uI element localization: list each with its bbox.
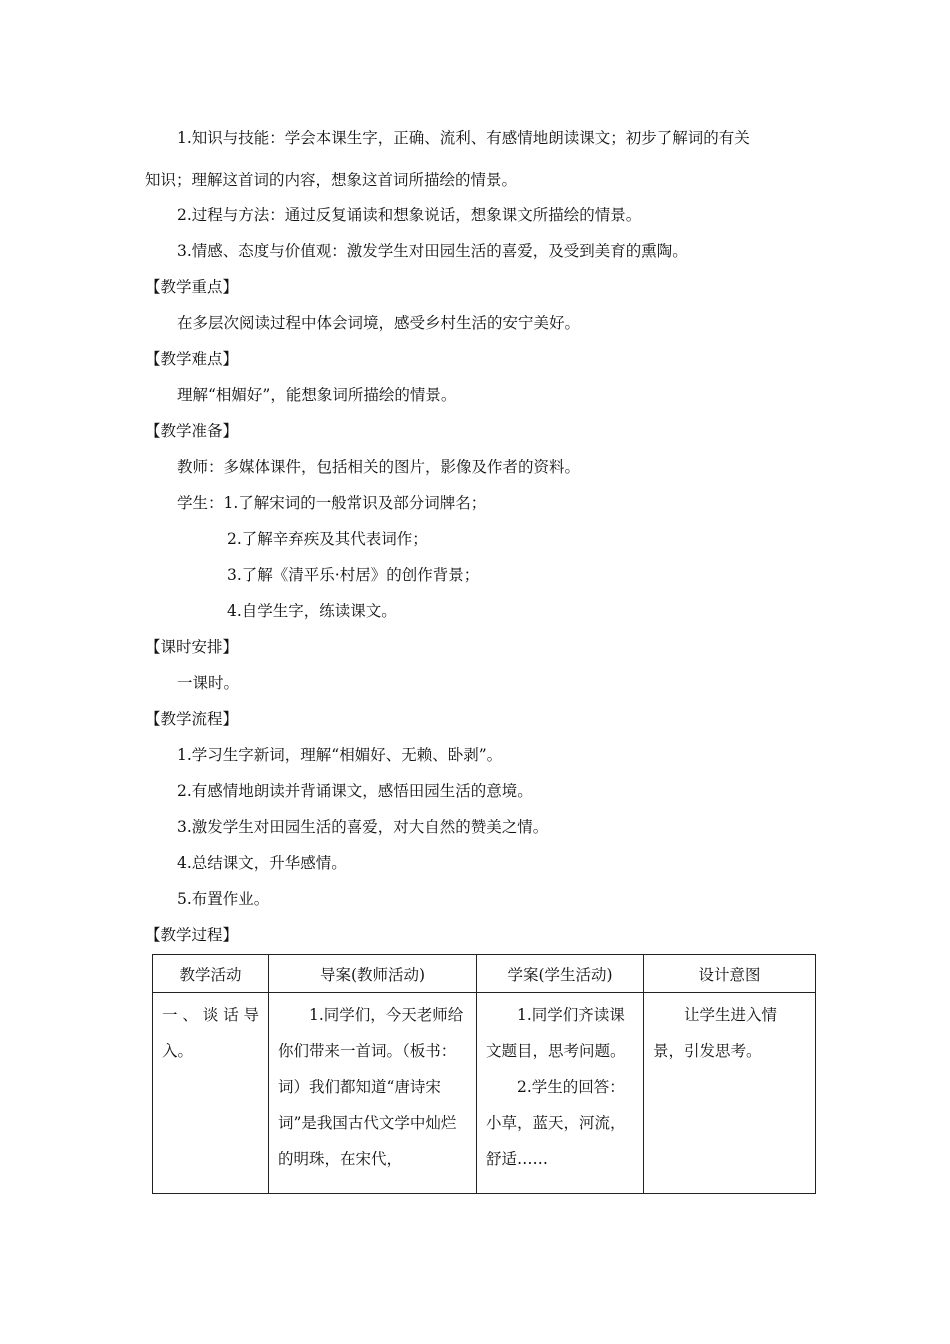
schedule-heading: 【课时安排】 xyxy=(145,638,239,656)
student-text-2: 2.学生的回答：小草，蓝天，河流，舒适…… xyxy=(486,1078,626,1168)
cell-student xyxy=(477,993,644,1194)
table-header-row xyxy=(153,955,816,993)
objective-1-line-1: 1.知识与技能：学会本课生字，正确、流利、有感情地朗读课文；初步了解词的有关 xyxy=(177,129,750,147)
student-text-1: 1.同学们齐读课文题目，思考问题。 xyxy=(486,1006,626,1060)
preparation-student-2: 2.了解辛弃疾及其代表词作； xyxy=(227,530,428,548)
teacher-text: 1.同学们，今天老师给你们带来一首词。（板书：词）我们都知道“唐诗宋词”是我国古代文学中灿烂的明珠，在宋代， xyxy=(278,1006,464,1168)
preparation-teacher: 教师：多媒体课件，包括相关的图片，影像及作者的资料。 xyxy=(177,458,581,476)
column-header-intent: 设计意图 xyxy=(644,955,816,993)
column-header-activity: 教学活动 xyxy=(153,955,269,993)
process-heading: 【教学过程】 xyxy=(145,926,239,944)
schedule-text: 一课时。 xyxy=(177,674,240,692)
flow-item-4: 4.总结课文，升华感情。 xyxy=(177,854,347,872)
key-points-heading: 【教学重点】 xyxy=(145,278,239,296)
flow-item-1: 1.学习生字新词，理解“相媚好、无赖、卧剥”。 xyxy=(177,746,503,764)
activity-text: 一、谈话导入。 xyxy=(162,1006,259,1060)
objective-2: 2.过程与方法：通过反复诵读和想象说话，想象课文所描绘的情景。 xyxy=(177,206,642,224)
intent-text: 让学生进入情景，引发思考。 xyxy=(653,1006,778,1060)
flow-item-2: 2.有感情地朗读并背诵课文，感悟田园生活的意境。 xyxy=(177,782,533,800)
objective-3: 3.情感、态度与价值观：激发学生对田园生活的喜爱，及受到美育的熏陶。 xyxy=(177,242,688,260)
objective-1-line-2: 知识；理解这首词的内容，想象这首词所描绘的情景。 xyxy=(145,171,518,189)
column-header-teacher: 导案(教师活动) xyxy=(269,955,477,993)
key-points-text: 在多层次阅读过程中体会词境，感受乡村生活的安宁美好。 xyxy=(177,314,581,332)
preparation-student-4: 4.自学生字，练读课文。 xyxy=(227,602,397,620)
process-table xyxy=(152,954,816,1194)
preparation-heading: 【教学准备】 xyxy=(145,422,239,440)
column-header-student: 学案(学生活动) xyxy=(477,955,644,993)
difficulties-text: 理解“相媚好”，能想象词所描绘的情景。 xyxy=(177,386,457,404)
table-row xyxy=(153,993,816,1194)
preparation-student-1: 学生：1.了解宋词的一般常识及部分词牌名； xyxy=(177,494,487,512)
cell-teacher xyxy=(269,993,477,1194)
preparation-student-3: 3.了解《清平乐·村居》的创作背景； xyxy=(227,566,480,584)
flow-item-3: 3.激发学生对田园生活的喜爱，对大自然的赞美之情。 xyxy=(177,818,549,836)
flow-heading: 【教学流程】 xyxy=(145,710,239,728)
cell-activity xyxy=(153,993,269,1194)
cell-intent xyxy=(644,993,816,1194)
flow-item-5: 5.布置作业。 xyxy=(177,890,270,908)
difficulties-heading: 【教学难点】 xyxy=(145,350,239,368)
